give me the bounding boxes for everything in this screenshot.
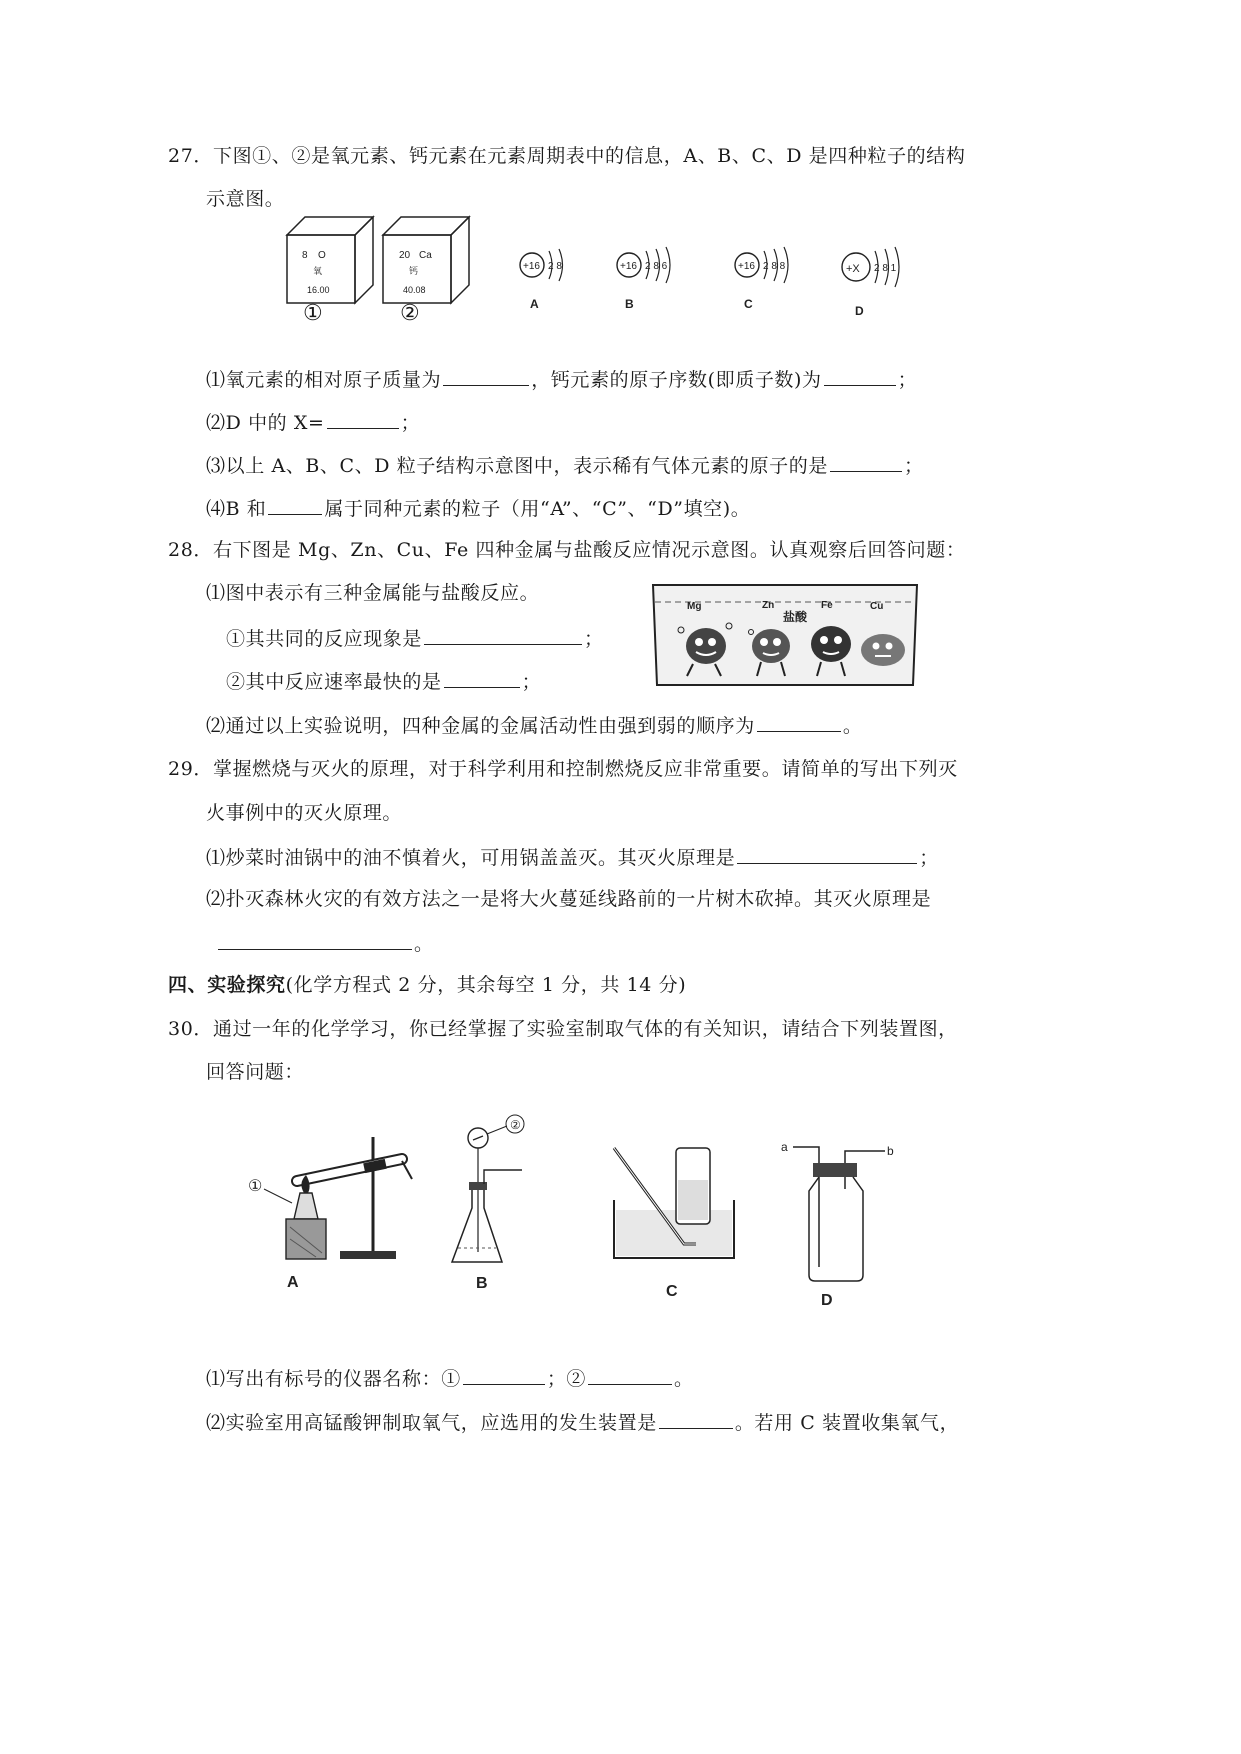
cell-calcium-mass: 40.08 xyxy=(403,285,426,295)
q27-sub1-text-c: ； xyxy=(897,369,918,391)
apparatus-d xyxy=(775,1135,905,1310)
q30-sub2-text-b: 。若用 C 装置收集氧气， xyxy=(734,1412,960,1434)
particle-c-nucleus: +16 xyxy=(738,261,755,272)
q30-sub1-text-a: ⑴写出有标号的仪器名称：① xyxy=(206,1368,461,1390)
apparatus-c xyxy=(610,1140,740,1300)
q27-sub4-text-b: 属于同种元素的粒子（用“A”、“C”、“D”填空)。 xyxy=(324,498,751,520)
metals-acid-figure xyxy=(651,582,919,688)
q28-sub2 xyxy=(206,711,862,739)
q30-sub1-text-c: 。 xyxy=(674,1368,694,1390)
q27-sub1 xyxy=(206,365,917,393)
q29-sub1-text-b: ； xyxy=(919,847,939,869)
q28-sub1-1-text-a: ①其共同的反应现象是 xyxy=(226,628,423,650)
particle-a-nucleus: +16 xyxy=(523,261,540,272)
q27-sub2-text-a: ⑵D 中的 X= xyxy=(206,412,325,434)
particle-d-label: D xyxy=(855,304,864,318)
cell-oxygen-symbol: O xyxy=(318,250,326,261)
metal-cu-cartoon xyxy=(861,634,905,666)
answer-blank-forest-fire[interactable] xyxy=(218,929,412,950)
q28-sub1-1-text-b: ； xyxy=(584,628,604,650)
particle-b-label: B xyxy=(625,297,634,311)
apparatus-a xyxy=(242,1135,422,1295)
q27-sub4 xyxy=(206,494,750,522)
apparatus-d-port-b: b xyxy=(887,1144,894,1158)
section-heading xyxy=(168,972,686,998)
cell-calcium-name: 钙 xyxy=(409,266,419,276)
q28-sub1-2 xyxy=(226,667,541,695)
q29-sub1 xyxy=(206,843,939,871)
particle-a-label: A xyxy=(530,297,539,311)
q29-sub2-end: 。 xyxy=(414,933,434,955)
answer-blank-instrument-1[interactable] xyxy=(463,1364,545,1385)
particle-d-shells: 2 8 1 xyxy=(874,263,897,274)
q27-stem-line1: 27．下图①、②是氧元素、钙元素在元素周期表中的信息，A、B、C、D 是四种粒子的结构 xyxy=(168,145,966,167)
q28-sub1-2-text-b: ； xyxy=(521,671,542,693)
q30-stem-line2: 回答问题： xyxy=(206,1061,305,1083)
section-title: 四、实验探究 xyxy=(168,974,286,996)
metal-label-fe: Fe xyxy=(821,600,833,611)
q29-stem-line2: 火事例中的灭火原理。 xyxy=(206,802,403,824)
apparatus-a-mark: ① xyxy=(248,1178,263,1195)
q28-sub2-text-b: 。 xyxy=(842,715,863,737)
q28-sub1-1 xyxy=(226,624,604,652)
cell-oxygen-number: 8 xyxy=(302,250,308,261)
answer-blank-fastest-metal[interactable] xyxy=(444,667,520,688)
q29-sub1-text-a: ⑴炒菜时油锅中的油不慎着火，可用锅盖盖灭。其灭火原理是 xyxy=(206,847,736,869)
particle-diagram-d xyxy=(838,245,913,320)
particle-b-nucleus: +16 xyxy=(620,261,637,272)
q30-sub1 xyxy=(206,1364,694,1392)
q27-sub2 xyxy=(206,408,420,436)
apparatus-d-label: D xyxy=(821,1292,833,1309)
answer-blank-pot-lid[interactable] xyxy=(737,843,917,864)
particle-d-nucleus: +X xyxy=(846,263,860,275)
metal-label-cu: Cu xyxy=(870,601,884,612)
cell-oxygen-mass: 16.00 xyxy=(307,285,330,295)
particle-b-shells: 2 8 6 xyxy=(645,261,668,272)
q27-sub3 xyxy=(206,451,924,479)
particle-c-shells: 2 8 8 xyxy=(763,261,786,272)
metal-label-mg: Mg xyxy=(687,601,702,612)
q30-sub1-text-b: ；② xyxy=(546,1368,587,1390)
cell-calcium-symbol: Ca xyxy=(419,250,432,261)
q30-sub2 xyxy=(206,1408,959,1436)
periodic-cell-oxygen xyxy=(285,215,375,305)
particle-diagram-b xyxy=(612,245,687,320)
q30-sub2-text-a: ⑵实验室用高锰酸钾制取氧气，应选用的发生装置是 xyxy=(206,1412,657,1434)
answer-blank-instrument-2[interactable] xyxy=(588,1364,672,1385)
figure-label-1: ① xyxy=(303,301,324,326)
cell-calcium-number: 20 xyxy=(399,250,411,261)
particle-c-label: C xyxy=(744,297,753,311)
figure-label-2: ② xyxy=(400,301,421,326)
apparatus-b-label: B xyxy=(476,1275,488,1292)
apparatus-b xyxy=(440,1112,550,1292)
q27-sub1-text-a: ⑴氧元素的相对原子质量为 xyxy=(206,369,442,391)
q29-sub2: ⑵扑灭森林火灾的有效方法之一是将大火蔓延线路前的一片树木砍掉。其灭火原理是 xyxy=(206,888,932,910)
answer-blank-oxygen-mass[interactable] xyxy=(443,365,529,386)
q29-stem-line1: 29．掌握燃烧与灭火的原理，对于科学利用和控制燃烧反应非常重要。请简单的写出下列灭 xyxy=(168,758,958,780)
q28-sub1-2-text-a: ②其中反应速率最快的是 xyxy=(226,671,442,693)
particle-diagram-c xyxy=(730,245,805,320)
q30-stem-line1: 30．通过一年的化学学习，你已经掌握了实验室制取气体的有关知识，请结合下列装置图， xyxy=(168,1018,958,1040)
apparatus-c-label: C xyxy=(666,1283,678,1300)
q27-sub1-text-b: ，钙元素的原子序数(即质子数)为 xyxy=(531,369,822,391)
answer-blank-noble-gas[interactable] xyxy=(830,451,902,472)
particle-a-shells: 2 8 xyxy=(548,261,562,272)
answer-blank-x-value[interactable] xyxy=(327,408,399,429)
particle-diagram-a xyxy=(515,245,585,320)
acid-label: 盐酸 xyxy=(783,610,808,624)
q28-stem: 28．右下图是 Mg、Zn、Cu、Fe 四种金属与盐酸反应情况示意图。认真观察后回答问题： xyxy=(168,539,966,561)
q27-sub4-text-a: ⑷B 和 xyxy=(206,498,267,520)
cell-oxygen-name: 氧 xyxy=(313,266,323,276)
q28-sub1: ⑴图中表示有三种金属能与盐酸反应。 xyxy=(206,582,540,604)
q27-stem-line2: 示意图。 xyxy=(206,188,285,210)
section-scoring-note: (化学方程式 2 分，其余每空 1 分，共 14 分) xyxy=(285,974,687,996)
q28-sub2-text-a: ⑵通过以上实验说明，四种金属的金属活动性由强到弱的顺序为 xyxy=(206,715,755,737)
apparatus-a-label: A xyxy=(287,1274,299,1291)
answer-blank-generator[interactable] xyxy=(659,1408,733,1429)
q27-sub3-text-b: ； xyxy=(903,455,924,477)
answer-blank-calcium-number[interactable] xyxy=(824,365,896,386)
q29-sub2-answer-line xyxy=(216,929,434,957)
answer-blank-common-phenomenon[interactable] xyxy=(424,624,582,645)
metal-label-zn: Zn xyxy=(762,600,775,611)
apparatus-b-mark: ② xyxy=(510,1118,521,1132)
periodic-cell-calcium xyxy=(381,215,471,305)
q27-sub3-text-a: ⑶以上 A、B、C、D 粒子结构示意图中，表示稀有气体元素的原子的是 xyxy=(206,455,828,477)
apparatus-d-port-a: a xyxy=(781,1140,788,1154)
answer-blank-same-element[interactable] xyxy=(268,494,322,515)
q27-sub2-text-b: ； xyxy=(400,412,421,434)
answer-blank-activity-order[interactable] xyxy=(757,711,841,732)
